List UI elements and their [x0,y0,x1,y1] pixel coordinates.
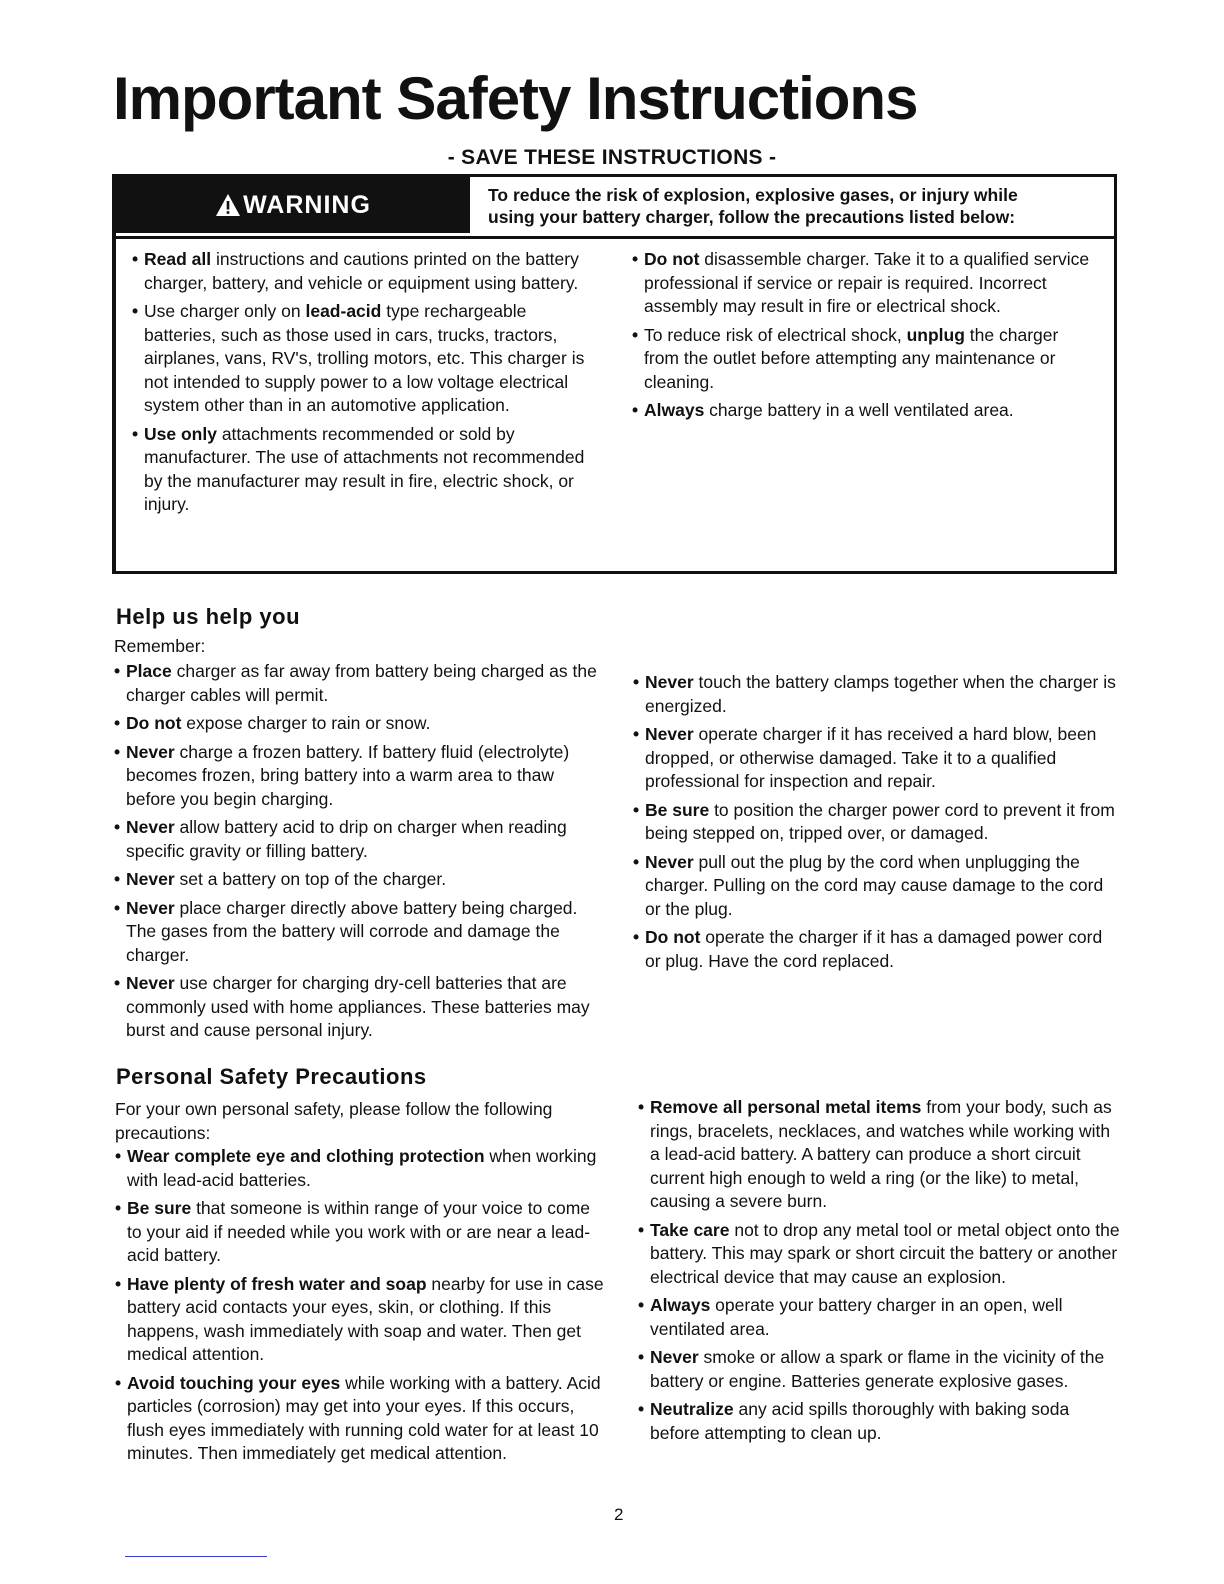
bullet-text: disassemble charger. Take it to a qualified service professional if service or repair is required. Incorrect assembly may result in fire or electrical shock. [644,249,1090,316]
bullet-text: charge battery in a well ventilated area. [704,400,1014,420]
bullet-keyword: Have plenty of fresh water and soap [127,1273,427,1294]
bullet-keyword: unplug [906,324,965,345]
bullet-keyword: Do not [644,249,700,269]
bullet-text: instructions and cautions printed on the battery charger, battery, and vehicle or equipment using battery. [144,249,579,293]
bullet-item [115,1372,605,1466]
bullet-keyword: Avoid touching your eyes [127,1372,341,1393]
bullet-keyword: Never [650,1347,699,1367]
bullet-item [114,816,604,863]
bullet-keyword: Never [645,724,694,744]
bullet-text: touch the battery clamps together when the charger is energized. [645,672,1116,716]
save-instructions-notice: - SAVE THESE INSTRUCTIONS - [447,146,777,169]
warning-label: WARNING [243,190,371,219]
bullet-keyword: Do not [645,927,701,947]
bullet-text: pull out the plug by the cord when unplugging the charger. Pulling on the cord may cause damage to the cord or the plug. [645,851,1104,919]
warning-right-list [632,248,1092,423]
bullet-text: charge a frozen battery. If battery fluid (electrolyte) becomes frozen, bring battery into a warm area to thaw before you begin charging. [126,741,570,809]
bullet-keyword: Be sure [127,1198,192,1218]
help-right-list [633,671,1118,973]
bullet-keyword: Neutralize [650,1399,734,1419]
bullet-item [633,799,1118,846]
help-left-column [114,660,604,1048]
bullet-text: set a battery on top of the charger. [174,869,447,889]
bullet-item [114,897,604,968]
bullet-item [114,868,604,892]
bullet-item [632,324,1092,395]
bullet-item [115,1197,605,1268]
bullet-keyword: Read all [144,249,212,269]
warning-banner [116,177,470,233]
warning-intro-line: To reduce the risk of explosion, explosive gases, or injury while [488,185,1018,205]
bullet-item [632,248,1092,319]
bullet-keyword: Never [126,869,175,889]
bullet-keyword: Never [126,973,175,993]
bullet-item [638,1346,1123,1393]
help-remember: Remember: [114,636,206,656]
bullet-item [114,712,604,736]
personal-safety-intro: For your own personal safety, please follow the following precautions: [115,1099,553,1143]
help-left-list [114,660,604,1043]
bullet-keyword: Be sure [645,799,710,820]
warning-divider [116,236,1114,239]
bullet-text: smoke or allow a spark or flame in the vicinity of the battery or engine. Batteries generate explosive gases. [650,1347,1105,1391]
bullet-item [633,723,1118,794]
bullet-keyword: Do not [126,713,182,733]
bullet-text: attachments recommended or sold by manufacturer. The use of attachments not recommended by the manufacturer may result in fire, electric shock, or injury. [144,423,585,514]
bullet-item [115,1273,605,1367]
personal-right-column [638,1096,1123,1450]
bullet-keyword: Never [126,897,175,918]
warning-triangle-icon [215,193,241,217]
bullet-keyword: Use only [144,423,217,444]
bullet-text: to position the charger power cord to prevent it from being stepped on, tripped over, or damaged. [645,799,1115,843]
bullet-text: from your body, such as rings, bracelets, necklaces, and watches while working with a lead-acid battery. A battery can produce a short circuit current high enough to weld a ring (or the like) to metal, causing a severe burn. [650,1097,1112,1211]
warning-left-list [132,248,600,517]
personal-right-list [638,1096,1123,1445]
bullet-item [638,1096,1123,1214]
bullet-text: place charger directly above battery being charged. The gases from the battery will corrode and damage the charger. [126,897,578,965]
bullet-text: Use charger only on [144,301,306,321]
bullet-keyword: Never [645,851,694,872]
bullet-text: any acid spills thoroughly with baking soda before attempting to clean up. [650,1399,1070,1443]
bullet-text: To reduce risk of electrical shock, [644,324,907,345]
bullet-item [115,1145,605,1192]
personal-safety-heading: Personal Safety Precautions [116,1064,427,1089]
bullet-text: operate the charger if it has a damaged power cord or plug. Have the cord replaced. [645,927,1103,971]
bullet-keyword: Take care [650,1219,730,1240]
bullet-text: use charger for charging dry-cell batteries that are commonly used with home appliances. These batteries may burst and cause personal injury. [126,973,590,1040]
warning-left-column [132,248,600,522]
bullet-item [114,741,604,812]
bullet-text: not to drop any metal tool or metal object onto the battery. This may spark or short circuit the battery or another electrical device that may cause an explosion. [650,1219,1120,1287]
warning-intro-line: using your battery charger, follow the precautions listed below: [488,207,1016,227]
bullet-item [132,248,600,295]
bullet-item [633,851,1118,922]
bullet-text: charger as far away from battery being charged as the charger cables will permit. [126,661,597,705]
bullet-item [638,1398,1123,1445]
bullet-text: operate your battery charger in an open, well ventilated area. [650,1295,1063,1339]
bullet-keyword: Remove all personal metal items [650,1097,922,1117]
bullet-text: type rechargeable batteries, such as those used in cars, trucks, tractors, airplanes, vans, RV's, trolling motors, etc. This charger is not intended to supply power to a low voltage electrical system other than in an automotive application. [144,301,585,415]
bullet-text: operate charger if it has received a hard blow, been dropped, or otherwise damaged. Take it to a qualified professional for inspection and repair. [645,724,1097,791]
bullet-text: while working with a battery. Acid particles (corrosion) may get into your eyes. If this occurs, flush eyes immediately with running cold water for at least 10 minutes. Then immediately get medical attention. [127,1372,601,1463]
page-title: Important Safety Instructions [113,65,918,132]
page-number: 2 [614,1505,624,1524]
bullet-item [638,1294,1123,1341]
personal-left-column [115,1145,605,1471]
bullet-keyword: Never [645,672,694,692]
bullet-item [638,1219,1123,1290]
bullet-keyword: Always [650,1295,711,1315]
bullet-keyword: Place [126,661,172,681]
bullet-text: the charger from the outlet before attempting any maintenance or cleaning. [644,324,1059,392]
warning-intro [488,184,1018,228]
bullet-keyword: Always [644,400,705,420]
bullet-keyword: Never [126,817,175,837]
personal-left-list [115,1145,605,1466]
bullet-item [114,972,604,1043]
warning-right-column [632,248,1092,428]
bullet-item [633,671,1118,718]
bullet-item [114,660,604,707]
bullet-text: when working with lead-acid batteries. [127,1146,597,1190]
footer-line [125,1556,267,1557]
bullet-keyword: Wear complete eye and clothing protection [127,1146,485,1166]
bullet-text: nearby for use in case battery acid contacts your eyes, skin, or clothing. If this happens, wash immediately with soap and water. Then get medical attention. [127,1273,604,1364]
bullet-text: expose charger to rain or snow. [181,713,431,733]
bullet-item [633,926,1118,973]
bullet-keyword: Never [126,741,175,762]
help-right-column [633,671,1118,978]
bullet-item [132,423,600,517]
bullet-text: that someone is within range of your voice to come to your aid if needed while you work with or are near a lead-acid battery. [127,1198,591,1265]
bullet-keyword: lead-acid [305,301,382,321]
bullet-item [632,399,1092,423]
bullet-text: allow battery acid to drip on charger when reading specific gravity or filling battery. [126,817,567,861]
help-heading: Help us help you [116,604,301,629]
bullet-item [132,300,600,418]
